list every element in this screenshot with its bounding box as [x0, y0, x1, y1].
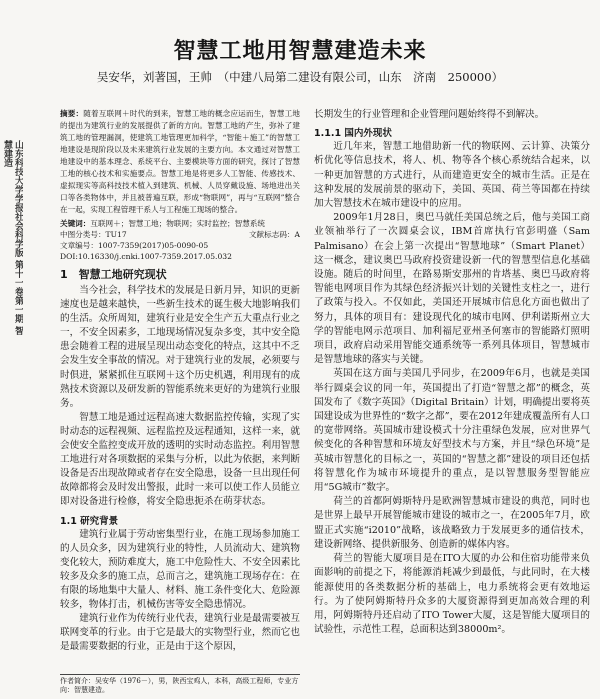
section-heading: 1 智慧工地研究现状: [60, 268, 167, 281]
footnote: 作者简介：吴安华（1976－），男，陕西宝鸡人，本科，高级工程师，专业方向：智慧建造。: [60, 674, 300, 695]
journal-sidebar: 山东科技大学学报社会科学版 第十一卷第一期 智慧建造: [2, 140, 23, 336]
paragraph: 建筑行业属于劳动密集型行业，在施工现场参加施工的人员众多，因为建筑行业的特性，人员流动大、建筑物变化较大，预防难度大，施工中危险性大、不安全因素比较多及众多的施工点，总而言之，建筑施工现场存在：在有限的场地集中大量人、材料、施工条件变化大、危险源较多，物体打击，机械伤害等安全隐患情况。: [60, 528, 300, 610]
author-line: 吴安华，刘著国，王帅 （中建八局第二建设有限公司，山东 济南 250000）: [96, 70, 504, 84]
doi: DOI:10.16330/j.cnki.1007-7359.2017.05.032: [60, 252, 232, 261]
article-title: 智慧工地用智慧建造未来: [173, 39, 427, 64]
abstract-label: 摘要：: [60, 109, 84, 118]
clc-number: 中图分类号：TU17: [60, 230, 127, 239]
paragraph: 荷兰的智能大厦项目是在ITO大厦的办公和住宿功能带来负面影响的前提之下，将能源消耗减少到最低，与此同时，在大楼能源使用的各类数据分析的基础上，电力系统将会更有效地运行。为了使阿姆斯特丹众多的大厦资源得到更加高效合理的利用，阿姆斯特丹还启动了ITO Tower大厦，这是智能大厦项目的试验性，示范性工程，总面积达到38000m²。: [314, 553, 590, 636]
abstract: [60, 108, 300, 216]
subsection-heading: 1.1.1 国内外现状: [314, 128, 392, 140]
paragraph: 荷兰的首都阿姆斯特丹是欧洲智慧城市建设的典范，同时也是世界上最早开展智能城市建设的城市之一，在2005年7月，欧盟正式实施“i2010”战略，该战略致力于发展更多的通信技术，建设新网络、提供新服务、创造新的媒体内容。: [314, 496, 590, 550]
doc-code: 文献标志码：A: [248, 230, 300, 239]
abstract-text: 随着互联网＋时代的到来，智慧工地的概念应运而生，智慧工地的提出为建筑行业的发展提供了新的方向。智慧工地的产生，弥补了建筑工地的管理漏洞，使建筑工地管理更加科学，“智能＋施工”的智慧工地建设是现阶段以及未来建筑行业发展的主要方向。本文通过对智慧工地建设中的基本理念、系统平台、主要模块等方面的研究，探讨了智慧工地的核心技术和实施要点。智慧工地是将更多人工智能、传感技术、虚拟现实等高科技技术植入到建筑、机械、人员穿戴设施、场地进出关口等各类物体中，并且被普遍互联，形成“物联网”，再与“互联网”整合在一起，实现工程管理干系人与工程施工现场的整合。: [60, 109, 300, 214]
paragraph: 英国在这方面与美国几乎同步，在2009年6月，也就是美国举行圆桌会议的同一年，英国提出了打造“智慧之都”的概念，英国发布了《数字英国》（Digital Britain）计划，明确提出要将英国建设成为世界性的“数字之都”，要在2012年建成覆盖所有人口的宽带网络。英国城市建设模式十分注重绿色发展，应对世界气候变化的各种智慧和环境友好型技术与方案，并且“绿色环境”是英城市智慧化的目标之一，英国的“智慧之都”建设的项目还包括将智慧化作为城市环境提升的重点，是以智慧服务型智能应用“5G城市”数字。: [314, 368, 590, 494]
paragraph: 建筑行业作为传统行业代表，建筑行业是最需要被互联网变革的行业。由于它是最大的实物型行业，然而它也是最需要数据的行业，正是由于这个原因，: [60, 613, 300, 653]
paragraph: 当今社会，科学技术的发展是日新月异，知识的更新速度也是越来越快，一些新生技术的诞生极大地影响我们的生活。众所周知，建筑行业是安全生产五大重点行业之一，不安全因素多，工地现场情况复杂多变，其中安全隐患会随着工程的进展呈现出动态变化的特点，这其中不乏会发生安全事故的情况。对于建筑行业的发展，必须要与时俱进，紧紧抓住互联网＋这个历史机遇，利用现有的成熟技术资源以及研发新的智能系统来更好的为建筑行业服务。: [60, 285, 300, 409]
paragraph: 智慧工地是通过远程高速大数据监控传输，实现了实时动态的远程视频、远程监控及远程通知，这样一来，就会使安全监控变成开放的透明的实时动态监控。利用智慧工地进行对各项数据的采集与分析，以此为依据，来判断设备是否出现故障或者存在安全隐患，设备一旦出现任何故障都将会及时发出警报，此时一来可以使工作人员能立即对设备进行检修，将安全隐患扼杀在萌芽状态。: [60, 411, 300, 508]
keywords: 互联网＋；智慧工地；物联网；实时监控；智慧系统: [90, 219, 266, 228]
article-meta: [60, 218, 300, 262]
paragraph: 长期发生的行业管理和企业管理问题始终得不到解决。: [314, 109, 545, 120]
article-number: 文章编号：1007-7359(2017)05-0090-05: [60, 241, 209, 250]
keywords-label: 关键词：: [60, 219, 91, 228]
left-column: [60, 108, 300, 693]
subsection-heading: 1.1 研究背景: [60, 515, 119, 527]
right-column: [314, 108, 590, 693]
paragraph: 近几年来，智慧工地借助新一代的物联网、云计算、决策分析优化等信息技术，将人、机、物等各个核心系统结合起来，以一种更加智慧的方式进行，从而建造更安全的城市生活。正是在这种发展的发展前景的驱动下，美国、英国、荷兰等国都在持续加大智慧技术在城市建设中的应用。: [314, 141, 590, 210]
paragraph: 2009年1月28日，奥巴马就任美国总统之后，他与美国工商业领袖举行了一次圆桌会议，IBM首席执行官彭明盛（Sam Palmisano）在会上第一次提出“智慧地球”（Smart Planet）这一概念，建议奥巴马政府投资建设新一代的智慧型信息化基础设施。随后的时间里，在路易斯安那州的肯塔基、奥巴马政府将智能电网项目作为其绿色经济振兴计划的关键性支柱之一，进行了政策与投入。不仅如此，美国还开展城市信息化方面也做出了努力，具体的项目有：建设现代化的城市电网、伊利诺斯州立大学的智能电网示范项目、加利福尼亚州圣何塞市的智能路灯照明项目，政府启动采用智能交通系统等一系列具体项目，智慧城市是智慧地球的落实与关键。: [314, 212, 590, 366]
